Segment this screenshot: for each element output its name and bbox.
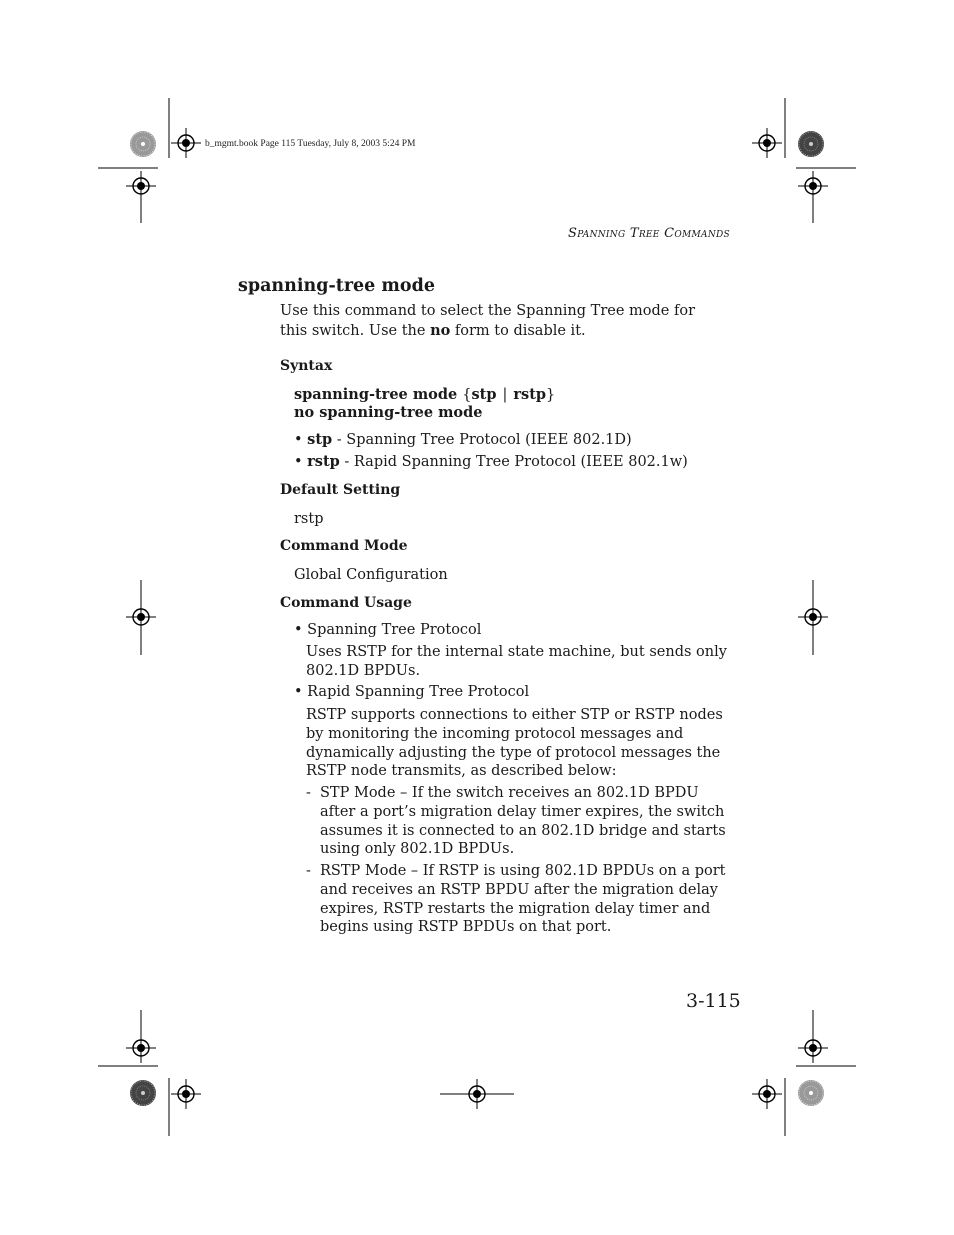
list-item-text: RSTP supports connections to either STP or RSTP nodes by monitoring the incoming protocol messages and dynamically adjusting the type of protocol messages the RSTP node transmits, as described below: — [306, 707, 723, 780]
section-title: spanning-tree mode — [238, 276, 435, 296]
color-target-icon — [130, 1080, 156, 1106]
syntax-line-2: no spanning-tree mode — [294, 404, 483, 421]
list-item: • Rapid Spanning Tree Protocol — [294, 684, 530, 700]
registration-mark-icon — [126, 1033, 156, 1063]
command-mode-value: Global Configuration — [294, 567, 448, 583]
list-item: • Spanning Tree Protocol — [294, 622, 482, 638]
syntax-heading: Syntax — [280, 358, 333, 374]
list-item-text: Uses RSTP for the internal state machine, but sends only 802.1D BPDUs. — [306, 644, 727, 679]
sub-list-item: - STP Mode – If the switch receives an 802.1D BPDU after a port’s migration delay timer expires, the switch assumes it is connected to an 802.1D bridge and starts using only 802.1D BPDUs. — [306, 785, 726, 858]
color-target-icon — [798, 131, 824, 157]
registration-mark-icon — [752, 128, 782, 158]
registration-mark-icon — [798, 171, 828, 201]
color-target-icon — [798, 1080, 824, 1106]
section-intro: Use this command to select the Spanning Tree mode for this switch. Use the no form to disable it. — [280, 303, 696, 339]
registration-mark-icon — [126, 171, 156, 201]
default-setting-heading: Default Setting — [280, 482, 401, 498]
sub-list-item: - RSTP Mode – If RSTP is using 802.1D BPDUs on a port and receives an RSTP BPDU after the migration delay expires, RSTP restarts the migration delay timer and begins using RSTP BPDUs on that port. — [306, 863, 726, 936]
color-target-icon — [130, 131, 156, 157]
list-item: • stp - Spanning Tree Protocol (IEEE 802.1D) — [294, 431, 632, 448]
print-slug: b_mgmt.book Page 115 Tuesday, July 8, 2003 5:24 PM — [205, 139, 416, 149]
command-usage-heading: Command Usage — [280, 595, 412, 611]
list-item: • rstp - Rapid Spanning Tree Protocol (IEEE 802.1w) — [294, 453, 688, 470]
registration-mark-icon — [171, 128, 201, 158]
syntax-line-1: spanning-tree mode {stp | rstp} — [294, 386, 556, 403]
running-head: Spanning Tree Commands — [568, 226, 730, 241]
page-number: 3-115 — [686, 990, 741, 1012]
registration-mark-icon — [171, 1079, 201, 1109]
command-mode-heading: Command Mode — [280, 538, 408, 554]
default-setting-value: rstp — [294, 511, 324, 527]
registration-mark-icon — [752, 1079, 782, 1109]
registration-mark-icon — [798, 1033, 828, 1063]
